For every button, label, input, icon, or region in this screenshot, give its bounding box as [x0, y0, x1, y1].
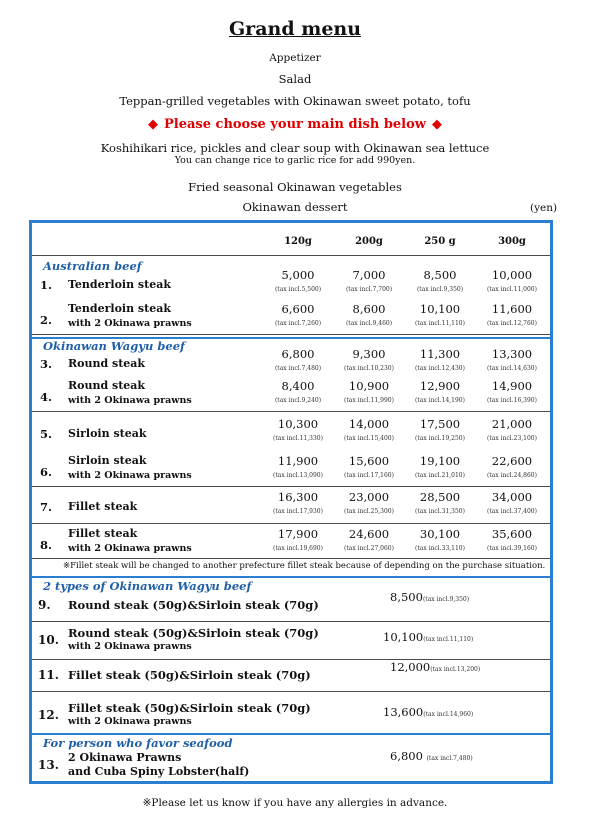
- price: 35,600: [491, 527, 533, 541]
- tax-incl-price: (tax incl.10,230): [344, 365, 394, 372]
- price: 17,500: [419, 417, 461, 431]
- price: 14,000: [348, 417, 390, 431]
- course-fried: Fried seasonal Okinawan vegetables: [188, 180, 402, 194]
- choose-main-banner: [0, 117, 590, 132]
- tax-incl-price: (tax incl.19,250): [415, 435, 465, 442]
- diamond-icon: ◆: [148, 117, 158, 132]
- row-divider: [32, 486, 550, 487]
- item-number: 1.: [40, 278, 53, 292]
- allergy-note: ※Please let us know if you have any allergies in advance.: [142, 797, 448, 809]
- price: 22,600: [491, 454, 533, 468]
- item-name: Round steak (50g)&Sirloin steak (70g): [68, 598, 319, 612]
- item-name: Fillet steak: [68, 527, 138, 540]
- course-rice: Koshihikari rice, pickles and clear soup with Okinawan sea lettuce: [100, 141, 490, 155]
- row-divider: [32, 523, 550, 524]
- price: 10,100: [383, 630, 424, 644]
- tax-incl-price: (tax incl.9,240): [274, 397, 322, 404]
- item-number: 5.: [40, 427, 53, 441]
- tax-incl-price: (tax incl.7,260): [274, 320, 322, 327]
- tax-incl-price: (tax incl.14,630): [487, 365, 537, 372]
- price: 11,300: [419, 347, 461, 361]
- combo-price: [390, 660, 480, 674]
- price: 14,900: [491, 379, 533, 393]
- header-250g: 250 g: [424, 236, 456, 247]
- header-120g: 120g: [284, 236, 312, 247]
- item-number: 7.: [40, 500, 53, 514]
- row-divider: [32, 558, 550, 559]
- tax-incl-price: (tax incl.9,460): [345, 320, 393, 327]
- row-divider: [32, 691, 550, 692]
- tax-incl-price: (tax incl.15,400): [344, 435, 394, 442]
- section-australian: Australian beef: [43, 259, 142, 273]
- item-number: 4.: [40, 390, 53, 404]
- price: 8,600: [352, 302, 386, 316]
- tax-incl-price: (tax incl.25,300): [344, 508, 394, 515]
- tax-incl-price: (tax incl.11,330): [273, 435, 323, 442]
- price: 19,100: [419, 454, 461, 468]
- section-divider: [32, 576, 550, 578]
- menu-title: Grand menu: [228, 18, 362, 40]
- item-number: 6.: [40, 465, 53, 479]
- price: 6,600: [281, 302, 315, 316]
- section-seafood: For person who favor seafood: [43, 736, 233, 750]
- price: 8,400: [281, 379, 315, 393]
- tax-incl-price: (tax incl.7,480): [426, 755, 473, 762]
- tax-incl-price: (tax incl.13,090): [273, 472, 323, 479]
- combo-price: [390, 590, 469, 604]
- price: 10,900: [348, 379, 390, 393]
- header-divider: [32, 255, 550, 256]
- course-appetizer: Appetizer: [269, 52, 321, 64]
- price: 12,900: [419, 379, 461, 393]
- header-200g: 200g: [355, 236, 383, 247]
- rice-note: You can change rice to garlic rice for add 990yen.: [174, 155, 416, 166]
- price: 8,500: [390, 590, 423, 604]
- price: 6,800: [281, 347, 315, 361]
- tax-incl-price: (tax incl.24,860): [487, 472, 537, 479]
- item-subname: with 2 Okinawa prawns: [68, 641, 192, 652]
- header-300g: 300g: [498, 236, 526, 247]
- item-name: Sirloin steak: [68, 454, 147, 467]
- price: 13,600: [383, 705, 424, 719]
- tax-incl-price: (tax incl.31,350): [415, 508, 465, 515]
- price: 17,900: [277, 527, 319, 541]
- course-teppan: Teppan-grilled vegetables with Okinawan sweet potato, tofu: [119, 94, 471, 108]
- item-number: 11.: [38, 668, 59, 682]
- item-number: 8.: [40, 538, 53, 552]
- price: 21,000: [491, 417, 533, 431]
- item-subname: and Cuba Spiny Lobster(half): [68, 765, 250, 778]
- price: 10,000: [491, 268, 533, 282]
- item-name: Round steak (50g)&Sirloin steak (70g): [68, 626, 319, 640]
- price: 11,900: [277, 454, 319, 468]
- course-salad: Salad: [278, 72, 312, 86]
- tax-incl-price: (tax incl.37,400): [487, 508, 537, 515]
- tax-incl-price: (tax incl.12,430): [415, 365, 465, 372]
- fillet-note: ※Fillet steak will be changed to another prefecture fillet steak because of depending on the purchase situation.: [63, 561, 546, 571]
- item-number: 9.: [38, 598, 51, 612]
- diamond-icon: ◆: [431, 117, 442, 132]
- price: 16,300: [277, 490, 319, 504]
- seafood-price: [390, 749, 473, 763]
- item-name: Round steak: [68, 357, 146, 370]
- price: 24,600: [348, 527, 390, 541]
- item-number: 10.: [38, 633, 59, 647]
- section-two-types: 2 types of Okinawan Wagyu beef: [43, 579, 252, 593]
- tax-incl-price: (tax incl.23,100): [487, 435, 537, 442]
- item-name: Fillet steak (50g)&Sirloin steak (70g): [68, 668, 311, 682]
- price: 11,600: [491, 302, 533, 316]
- price: 10,100: [419, 302, 461, 316]
- choose-text: Please choose your main dish below: [164, 117, 426, 132]
- tax-incl-price: (tax incl.9,350): [416, 286, 464, 293]
- price: 5,000: [281, 268, 315, 282]
- course-dessert: Okinawan dessert: [242, 200, 348, 214]
- item-name: Sirloin steak: [68, 427, 147, 440]
- row-divider: [32, 334, 550, 335]
- item-subname: with 2 Okinawa prawns: [68, 318, 192, 329]
- tax-incl-price: (tax incl.39,160): [487, 545, 537, 552]
- row-divider: [32, 411, 550, 412]
- tax-incl-price: (tax incl.33,110): [415, 545, 465, 552]
- price: 8,500: [423, 268, 457, 282]
- item-name: Tenderloin steak: [68, 302, 171, 315]
- currency-label: (yen): [530, 202, 558, 214]
- item-name: Tenderloin steak: [68, 278, 171, 291]
- tax-incl-price: (tax incl.11,990): [344, 397, 394, 404]
- price: 23,000: [348, 490, 390, 504]
- combo-price: [383, 705, 473, 719]
- item-subname: with 2 Okinawa prawns: [68, 470, 192, 481]
- item-number: 3.: [40, 357, 53, 371]
- tax-incl-price: (tax incl.16,390): [487, 397, 537, 404]
- price: 9,300: [352, 347, 386, 361]
- price: 15,600: [348, 454, 390, 468]
- price: 7,000: [352, 268, 386, 282]
- tax-incl-price: (tax incl.13,200): [430, 666, 481, 673]
- tax-incl-price: (tax incl.12,760): [487, 320, 537, 327]
- item-subname: with 2 Okinawa prawns: [68, 395, 192, 406]
- tax-incl-price: (tax incl.5,500): [274, 286, 322, 293]
- price: 10,300: [277, 417, 319, 431]
- combo-price: [383, 630, 473, 644]
- item-number: 12.: [38, 708, 59, 722]
- item-number: 13.: [38, 758, 59, 772]
- tax-incl-price: (tax incl.11,110): [423, 636, 474, 643]
- tax-incl-price: (tax incl.27,060): [344, 545, 394, 552]
- item-name: Round steak: [68, 379, 146, 392]
- tax-incl-price: (tax incl.21,010): [415, 472, 465, 479]
- price: 6,800: [390, 749, 423, 763]
- item-name: Fillet steak (50g)&Sirloin steak (70g): [68, 701, 311, 715]
- row-divider: [32, 621, 550, 622]
- tax-incl-price: (tax incl.7,700): [345, 286, 393, 293]
- price: 12,000: [390, 660, 431, 674]
- tax-incl-price: (tax incl.14,190): [415, 397, 465, 404]
- price: 13,300: [491, 347, 533, 361]
- section-divider: [32, 733, 550, 735]
- tax-incl-price: (tax incl.17,160): [344, 472, 394, 479]
- tax-incl-price: (tax incl.11,000): [487, 286, 537, 293]
- item-number: 2.: [40, 313, 53, 327]
- price: 30,100: [419, 527, 461, 541]
- item-subname: with 2 Okinawa prawns: [68, 716, 192, 727]
- item-name: Fillet steak: [68, 500, 138, 513]
- tax-incl-price: (tax incl.14,960): [423, 711, 474, 718]
- section-okinawan: Okinawan Wagyu beef: [43, 339, 185, 353]
- item-name: 2 Okinawa Prawns: [68, 751, 182, 764]
- tax-incl-price: (tax incl.11,110): [415, 320, 465, 327]
- price: 28,500: [419, 490, 461, 504]
- tax-incl-price: (tax incl.19,690): [273, 545, 323, 552]
- tax-incl-price: (tax incl.7,480): [274, 365, 322, 372]
- tax-incl-price: (tax incl.9,350): [422, 596, 470, 603]
- item-subname: with 2 Okinawa prawns: [68, 543, 192, 554]
- tax-incl-price: (tax incl.17,930): [273, 508, 323, 515]
- price: 34,000: [491, 490, 533, 504]
